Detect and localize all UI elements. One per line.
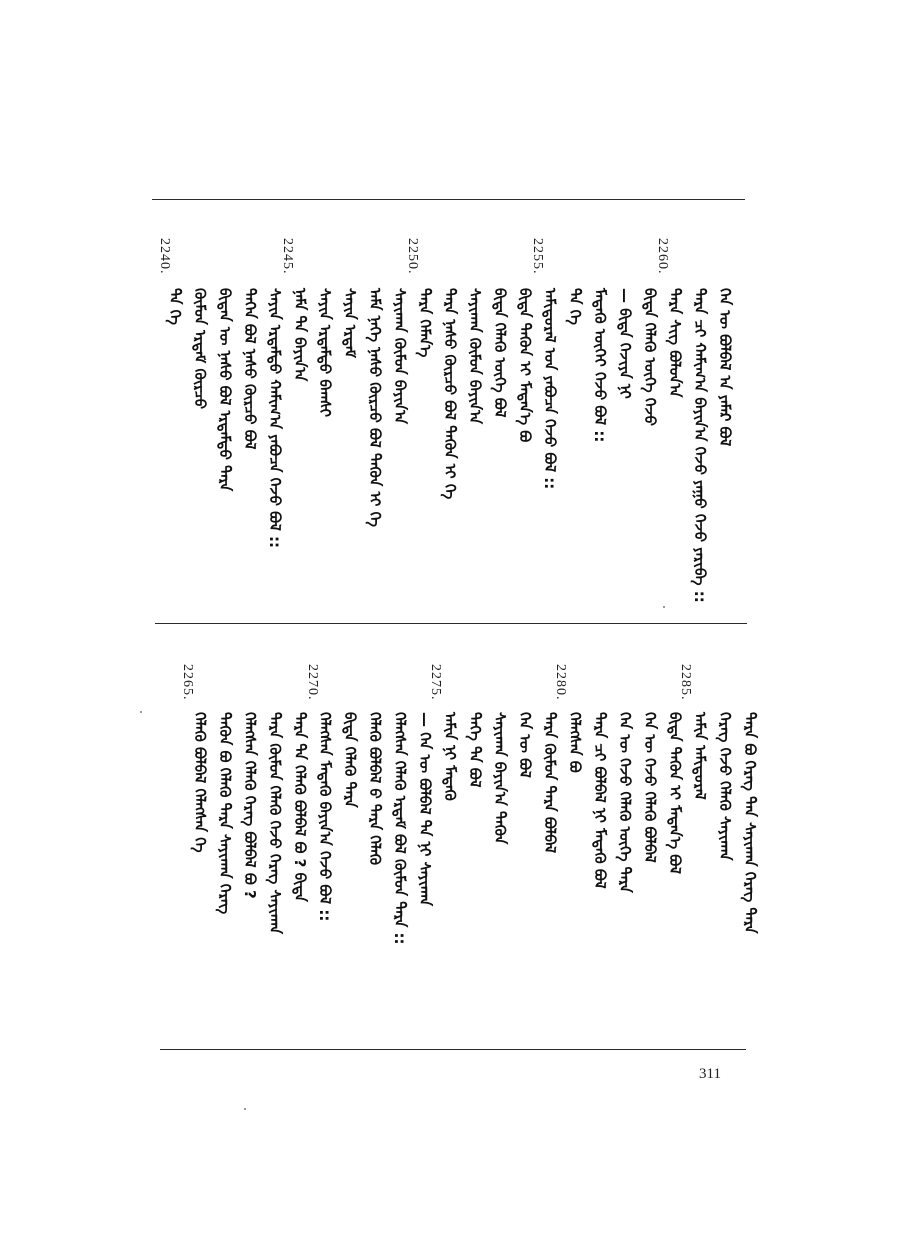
- bottom-rule: [160, 1049, 746, 1050]
- text-column: ᠲᠡᠷᠡ ᠴᠢ ᠪᠣᠯᠪᠠᠯ ᠨᠢ ᠮᠡᠳᠡᠬᠦ ᠪᠣᠯ: [591, 712, 609, 889]
- text-column: ᠬᠡᠯᠡᠬᠦ ᠪᠣᠯᠪᠠᠯ ᠪ ᠲᠡᠷᠡ ᠬᠡᠯᠡᠬᠦ: [366, 712, 384, 865]
- line-number-2265: 2265.: [180, 664, 195, 701]
- text-column: ᠬᠡᠯᠡᠭᠰᠡᠨ ᠪᠣ: [566, 712, 584, 773]
- text-column: ᠲᠡᠷᠡ ᠬᠡᠮᠡᠨ᠎ᠡ: [416, 288, 434, 358]
- text-column: ᠬᠡᠨ ᠦ ᠭᠡᠵᠦ ᠬᠡᠯᠡᠬᠦ ᠦᠭᠡ ᠲᠡᠷᠡ: [616, 712, 634, 893]
- line-number-2270: 2270.: [305, 664, 320, 701]
- page-number: 311: [699, 1066, 721, 1082]
- line-number-2240: 2240.: [157, 238, 172, 275]
- text-column: ᠪᠢᠳᠡ ᠬᠡᠯᠡᠬᠦ ᠦᠭᠡ ᠪᠣᠯ: [491, 288, 509, 418]
- text-column: — ᠬᠡᠨ ᠦ ᠪᠣᠯᠪᠠᠯ ᠲᠡ ᠨᠢ ᠰᠠᠶᠢᠬᠠᠨ: [416, 712, 434, 907]
- text-column: — ᠪᠢᠳᠡ ᠬᠡᠵᠢᠶᠡ ᠨᠢ: [616, 288, 634, 399]
- top-rule: [152, 199, 745, 200]
- middle-rule: [155, 623, 747, 624]
- text-column: ᠬᠡᠯᠡᠭᠰᠡᠨ ᠮᠡᠳᠡᠬᠦ ᠪᠠᠶᠢᠨ᠎ᠠ ᠭᠡᠵᠦ ᠪᠣᠯ ::: [316, 712, 334, 922]
- text-column: ᠰᠠᠶᠢᠬᠠᠨ ᠬᠦᠮᠦᠨ ᠪᠠᠶᠢᠨ᠎ᠠ: [466, 288, 484, 425]
- text-column: ᠰᠠᠶᠢᠨ ᠡᠷᠳᠡᠮᠲᠦ ᠪᠠᠭᠰᠢ: [316, 288, 334, 418]
- text-column: ᠪᠢᠳᠡᠨ ᠦ ᠨᠠᠰᠤ ᠪᠣᠯ ᠡᠷᠳᠡᠮᠲᠦ ᠲᠡᠷᠡ: [216, 288, 234, 492]
- text-column: ᠲᠡᠷᠡ ᠨᠠᠰᠤ ᠬᠦᠷᠴᠦ ᠪᠣᠯ ᠲᠡᠭᠦᠨ ᠢ ᠭᠡ: [441, 288, 459, 500]
- text-column: ᠲᠡᠷᠡ ᠪᠣ ᠬᠡᠷᠡᠭ ᠲᠠᠨ ᠰᠠᠶᠢᠬᠠᠨ ᠬᠡᠷᠡᠭ ᠲᠡᠷᠡ: [741, 712, 759, 934]
- scan-speck: [663, 606, 665, 608]
- text-column: ᠬᠡᠨ ᠦ ᠭᠡᠵᠦ ᠬᠡᠯᠡᠬᠦ ᠪᠣᠯᠪᠠᠯ: [641, 712, 659, 863]
- text-column: ᠨᠠᠮᠠ ᠲᠠ ᠪᠠᠶᠢᠨ᠎ᠠ: [291, 288, 309, 382]
- text-column: ᠪᠢᠳᠡ ᠲᠡᠭᠦᠨ ᠢ ᠮᠡᠳᠡᠨ᠎ᠡ ᠪᠣᠯ: [666, 712, 684, 875]
- text-column: ᠮᠡᠳᠡᠬᠦ ᠦᠭᠡᠢ ᠭᠡᠵᠦ ᠪᠣᠯ ::: [591, 288, 609, 443]
- line-number-2255: 2255.: [530, 238, 545, 275]
- text-column: ᠲᠡᠷᠡ ᠴᠢ ᠬᠠᠮᠢᠭ᠎ᠠ ᠪᠠᠶᠢᠨ᠎ᠠ ᠭᠡᠵᠦ ᠶᠠᠭᠤ ᠭᠡᠵᠦ ᠶᠠᠷᠢᠪᠠ ::: [691, 288, 709, 603]
- text-column: ᠬᠡᠯᠡᠭᠰᠡᠨ ᠬᠡᠯᠡᠬᠦ ᠬᠡᠷᠡᠭ ᠪᠣᠯᠪᠠᠯ ᠪᠣ ?: [241, 712, 259, 899]
- line-number-2275: 2275.: [428, 664, 443, 701]
- text-column: ᠰᠠᠶᠢᠨ ᠡᠷᠳᠡᠮᠲᠦ ᠬᠠᠮᠢᠭ᠎ᠠ ᠶᠠᠪᠤᠴᠠ ᠭᠡᠵᠦ ᠪᠣᠯ ::: [266, 288, 284, 549]
- text-column: ᠪᠢᠳᠡ ᠬᠡᠯᠡᠬᠦ ᠲᠡᠷᠡ: [341, 712, 359, 808]
- line-number-2280: 2280.: [553, 664, 568, 701]
- text-column: ᠬᠡᠯᠡᠭᠰᠡᠨ ᠬᠡᠯᠡᠬᠦ ᠡᠷᠳᠡᠮ ᠪᠣᠯ ᠬᠦᠮᠦᠨ ᠲᠡᠷᠡ ::: [391, 712, 409, 945]
- text-column: ᠰᠠᠶᠢᠬᠠᠨ ᠬᠦᠮᠦᠨ ᠪᠠᠶᠢᠨ᠎ᠠ: [391, 288, 409, 425]
- text-column: ᠲᠡᠷᠡ ᠬᠦᠮᠦᠨ ᠬᠡᠯᠡᠬᠦ ᠭᠡᠵᠦ ᠬᠡᠷᠡᠭ ᠰᠠᠶᠢᠬᠠᠨ: [266, 712, 284, 935]
- text-column: ᠠᠮᠢᠨ ᠨᠢ ᠮᠡᠳᠡᠬᠦ: [441, 712, 459, 801]
- text-column: ᠬᠡᠨ ᠦ ᠪᠣᠯ: [516, 712, 534, 778]
- text-column: ᠬᠡᠨ ᠦ ᠪᠣᠯᠪᠠᠯ ᠠ ᠶᠠᠮᠠᠷ ᠪᠣᠯ: [716, 288, 734, 447]
- scan-speck: [244, 1108, 246, 1110]
- text-column: ᠲᠡᠭᠦᠨ ᠪᠣ ᠬᠡᠯᠡᠬᠦ ᠲᠡᠷᠡ ᠰᠠᠶᠢᠬᠠᠨ ᠬᠡᠷᠡᠭ: [216, 712, 234, 915]
- line-number-2260: 2260.: [655, 238, 670, 275]
- text-column: ᠲᠡᠭᠡ ᠲᠡ ᠪᠣᠯ: [466, 712, 484, 788]
- text-column: ᠲᠡᠷᠡ ᠲᠡ ᠬᠡᠯᠡᠬᠦ ᠪᠣᠯᠪᠠᠯ ᠪᠣ ? ᠪᠢᠳᠡ: [291, 712, 309, 902]
- line-number-2285: 2285.: [678, 664, 693, 701]
- text-column: ᠬᠡᠷᠡᠭ ᠭᠡᠵᠦ ᠬᠡᠯᠡᠬᠦ ᠰᠠᠶᠢᠬᠠᠨ: [716, 712, 734, 861]
- text-column: ᠰᠠᠶᠢᠨ ᠡᠷᠳᠡᠮ: [341, 288, 359, 359]
- text-column: ᠲᠡ ᠭᠡ: [166, 288, 184, 325]
- text-column: ᠪᠢᠳᠡ ᠬᠡᠯᠡᠬᠦ ᠦᠭᠡ ᠭᠡᠵᠦ: [641, 288, 659, 426]
- text-column: ᠠᠮᠢᠨ ᠠᠮᠢᠳᠤᠷᠠᠯ: [691, 712, 709, 800]
- text-column: ᠠᠮᠠ ᠨᠡᠭᠡ ᠨᠠᠰᠤ ᠬᠦᠷᠴᠦ ᠪᠣᠯ ᠲᠡᠭᠦᠨ ᠢ ᠭᠡ: [366, 288, 384, 527]
- text-column: ᠲᠡᠭᠡᠨ ᠪᠣᠯ ᠨᠠᠰᠤ ᠬᠦᠷᠴᠦ ᠪᠣᠯ: [241, 288, 259, 450]
- text-column: ᠲᠡᠷᠡ ᠰᠢᠭ ᠪᠣᠯᠤᠨ᠎ᠠ: [666, 288, 684, 398]
- line-number-2245: 2245.: [280, 238, 295, 275]
- text-column: ᠰᠠᠶᠢᠬᠠᠨ ᠪᠠᠶᠢᠨ᠎ᠠ ᠲᠡᠭᠦᠨ: [491, 712, 509, 845]
- text-column: ᠪᠢᠳᠡ ᠲᠡᠭᠦᠨ ᠢ ᠮᠡᠳᠡᠨ᠎ᠡ ᠪᠣ: [516, 288, 534, 443]
- text-column: ᠬᠡᠯᠡᠬᠦ ᠪᠣᠯᠪᠠᠯ ᠬᠡᠯᠡᠭᠰᠡᠨ ᠭᠡ: [191, 712, 209, 853]
- line-number-2250: 2250.: [405, 238, 420, 275]
- text-column: ᠬᠦᠮᠦᠨ ᠡᠷᠳᠡᠮ ᠬᠦᠷᠴᠦ: [191, 288, 209, 410]
- text-column: ᠠᠮᠢᠳᠤᠷᠠᠯ ᠤᠨ ᠶᠠᠪᠤᠴᠠ ᠭᠡᠵᠦ ᠪᠣᠯ ::: [541, 288, 559, 490]
- text-column: ᠲᠡᠷᠡ ᠬᠦᠮᠦᠨ ᠲᠡᠷᠡ ᠪᠣᠯᠪᠠᠯ: [541, 712, 559, 854]
- text-column: ᠲᠡ ᠭᠡ: [566, 288, 584, 325]
- scan-speck: [140, 711, 142, 713]
